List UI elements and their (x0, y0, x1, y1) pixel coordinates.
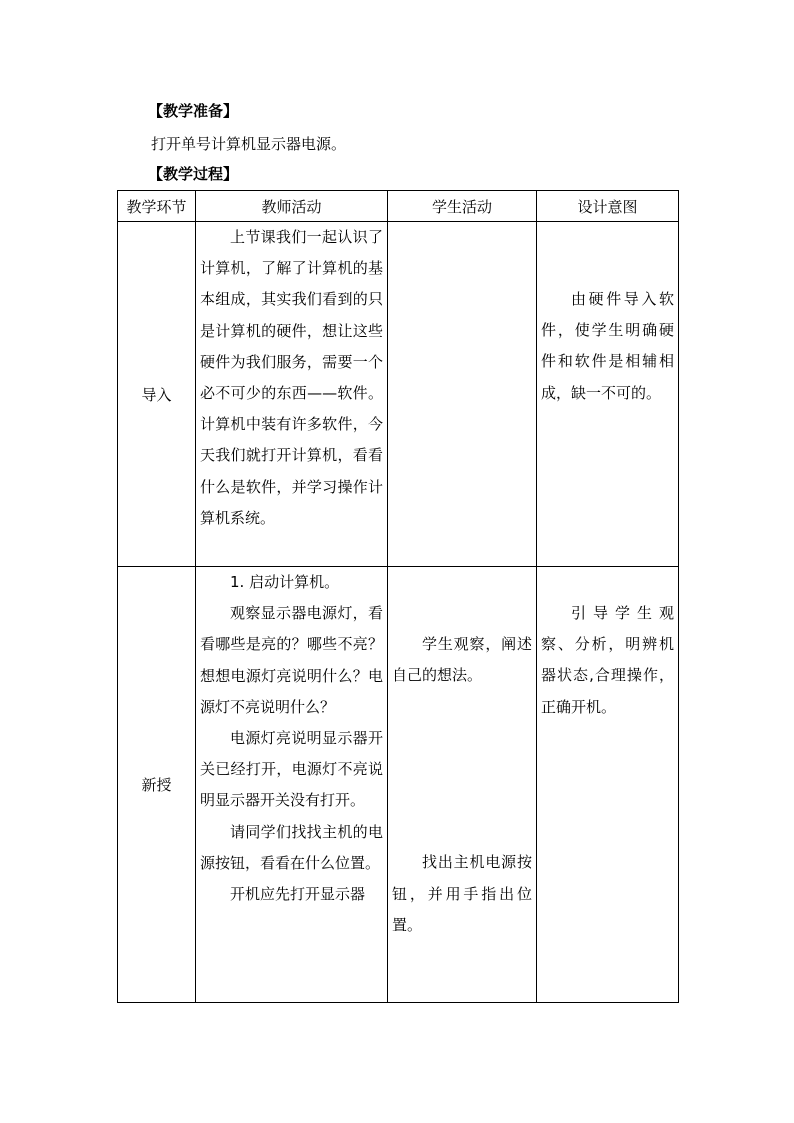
teacher-text: 开机应先打开显示器 (230, 885, 366, 904)
student-text: 找出主机电源按钮，并用手指出位置。 (392, 853, 532, 934)
intent-text: 由硬件导入软件，使学生明确硬件和软件是相辅相成，缺一不可的。 (541, 290, 674, 402)
header-stage: 教学环节 (118, 191, 196, 222)
table-header-row (118, 191, 679, 222)
student-cell (388, 567, 537, 1003)
teacher-text: 上节课我们一起认识了计算机，了解了计算机的基本组成，其实我们看到的只是计算机的硬件，想让这些硬件为我们服务，需要一个必不可少的东西——软件。计算机中装有许多软件，今天我们就打开计算机，看看什么是软件，并学习操作计算机系统。 (200, 228, 383, 527)
stage-cell: 新授 (118, 567, 196, 1003)
intent-cell (537, 567, 679, 1003)
prep-text: 打开单号计算机显示器电源。 (151, 135, 347, 153)
teacher-cell (196, 222, 388, 567)
teacher-text: 请同学们找找主机的电源按钮，看看在什么位置。 (200, 822, 383, 872)
intent-text: 引导学生观察、分析，明辨机器状态,合理操作，正确开机。 (541, 604, 674, 716)
intent-cell (537, 222, 679, 567)
teacher-text: 观察显示器电源灯，看看哪些是亮的？哪些不亮？想想电源灯亮说明什么？电源灯不亮说明什么？ (200, 604, 383, 716)
teacher-text: 1. 启动计算机。 (230, 573, 340, 591)
table-row (118, 222, 679, 567)
header-student: 学生活动 (388, 191, 537, 222)
stage-cell: 导入 (118, 222, 196, 567)
student-text: 学生观察，阐述自己的想法。 (392, 635, 532, 685)
student-cell (388, 222, 537, 567)
process-heading: 【教学过程】 (148, 165, 239, 183)
prep-heading: 【教学准备】 (148, 102, 239, 120)
teacher-cell (196, 567, 388, 1003)
lesson-table (117, 190, 679, 1003)
teacher-text: 电源灯亮说明显示器开关已经打开，电源灯不亮说明显示器开关没有打开。 (200, 729, 383, 810)
header-teacher: 教师活动 (196, 191, 388, 222)
table-row (118, 567, 679, 1003)
header-intent: 设计意图 (537, 191, 679, 222)
